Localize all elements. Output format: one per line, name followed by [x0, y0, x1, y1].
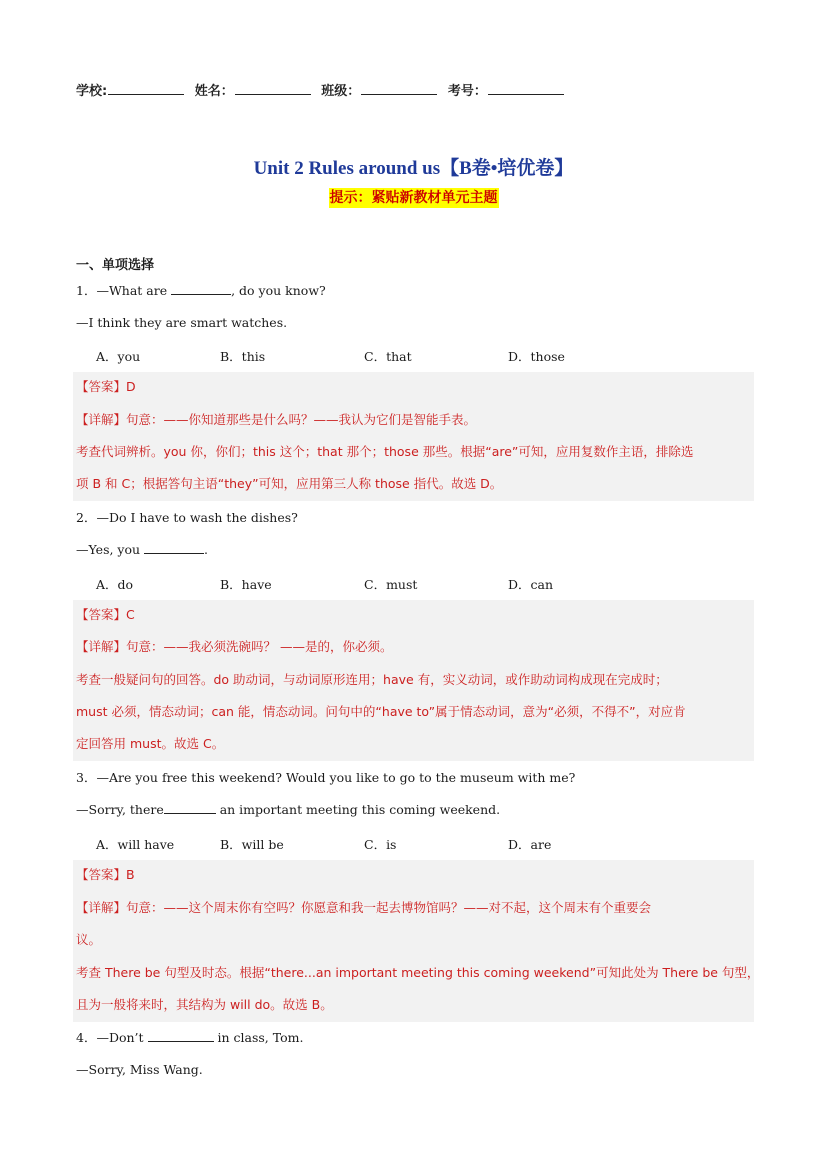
explain-line: 考查代词辨析。you 你，你们；this 这个；that 那个；those 那些。根据“are”可知，应用复数作主语，排除选	[76, 444, 694, 459]
answer-label: 【答案】B	[76, 867, 135, 882]
option-a[interactable]: A．will have	[96, 837, 175, 852]
exam-number-label: 考号：	[447, 84, 487, 99]
question-2-blank	[144, 542, 204, 554]
explain-line: 考查一般疑问句的回答。do 助动词，与动词原形连用；have 有，实义动词，或作助动词构成现在完成时；	[76, 672, 668, 687]
explain-line: 项 B 和 C；根据答句主语“they”可知，应用第三人称 those 指代。故选 D。	[76, 476, 503, 491]
explain-line: 议。	[76, 932, 102, 947]
option-a[interactable]: A．you	[96, 349, 141, 364]
exam-number-blank[interactable]	[488, 82, 564, 95]
explain-line: 【详解】句意：——我必须洗碗吗？ ——是的，你必须。	[76, 639, 393, 654]
explain-line: 考查 There be 句型及时态。根据“there...an important meeting this coming weekend”可知此处为 There be 句型，	[76, 965, 760, 980]
class-blank[interactable]	[361, 82, 437, 95]
question-1-options	[96, 347, 756, 363]
explain-line: 定回答用 must。故选 C。	[76, 736, 225, 751]
page-title: Unit 2 Rules around us【B卷•培优卷】	[253, 158, 574, 179]
question-3-reply: —Sorry, there an important meeting this coming weekend.	[76, 802, 501, 817]
name-blank[interactable]	[235, 82, 311, 95]
explain-line: 【详解】句意：——这个周末你有空吗？你愿意和我一起去博物馆吗？——对不起，这个周末有个重要会	[76, 900, 652, 915]
option-b[interactable]: B．have	[220, 577, 272, 592]
question-3-stem: 3．—Are you free this weekend? Would you like to go to the museum with me?	[76, 770, 576, 785]
question-3-answer-box	[73, 860, 760, 1022]
question-2-reply: —Yes, you .	[76, 542, 209, 557]
page-subtitle: 提示：紧贴新教材单元主题	[329, 190, 498, 206]
answer-label: 【答案】C	[76, 607, 135, 622]
explain-line: must 必须，情态动词；can 能，情态动词。问句中的“have to”属于情态动词，意为“必须，不得不”，对应肯	[76, 704, 686, 719]
option-d[interactable]: D．can	[508, 577, 554, 592]
option-b[interactable]: B．will be	[220, 837, 284, 852]
option-a[interactable]: A．do	[96, 577, 134, 592]
question-2-options	[96, 575, 756, 591]
student-info-line	[76, 80, 570, 99]
question-3-options	[96, 835, 756, 851]
question-2-stem: 2．—Do I have to wash the dishes?	[76, 510, 298, 525]
question-1-blank	[171, 283, 231, 295]
question-1-reply: —I think they are smart watches.	[76, 315, 288, 330]
option-c[interactable]: C．is	[364, 837, 397, 852]
school-blank[interactable]	[108, 82, 184, 95]
option-d[interactable]: D．are	[508, 837, 552, 852]
question-4-reply: —Sorry, Miss Wang.	[76, 1062, 203, 1077]
answer-label: 【答案】D	[76, 379, 136, 394]
name-label: 姓名：	[194, 84, 234, 99]
question-4-stem: 4．—Don’t in class, Tom.	[76, 1030, 304, 1045]
section-title: 一、单项选择	[76, 258, 155, 273]
school-label: 学校:	[76, 84, 108, 99]
explain-line: 且为一般将来时，其结构为 will do。故选 B。	[76, 997, 333, 1012]
option-c[interactable]: C．that	[364, 349, 412, 364]
option-b[interactable]: B．this	[220, 349, 266, 364]
question-1-stem: 1．—What are , do you know?	[76, 283, 326, 298]
question-1-answer-box	[73, 372, 754, 501]
option-d[interactable]: D．those	[508, 349, 565, 364]
option-c[interactable]: C．must	[364, 577, 418, 592]
class-label: 班级：	[321, 84, 361, 99]
question-4-blank	[148, 1030, 214, 1042]
question-3-blank	[164, 802, 216, 814]
explain-line: 【详解】句意：——你知道那些是什么吗？——我认为它们是智能手表。	[76, 412, 477, 427]
question-2-answer-box	[73, 600, 754, 761]
